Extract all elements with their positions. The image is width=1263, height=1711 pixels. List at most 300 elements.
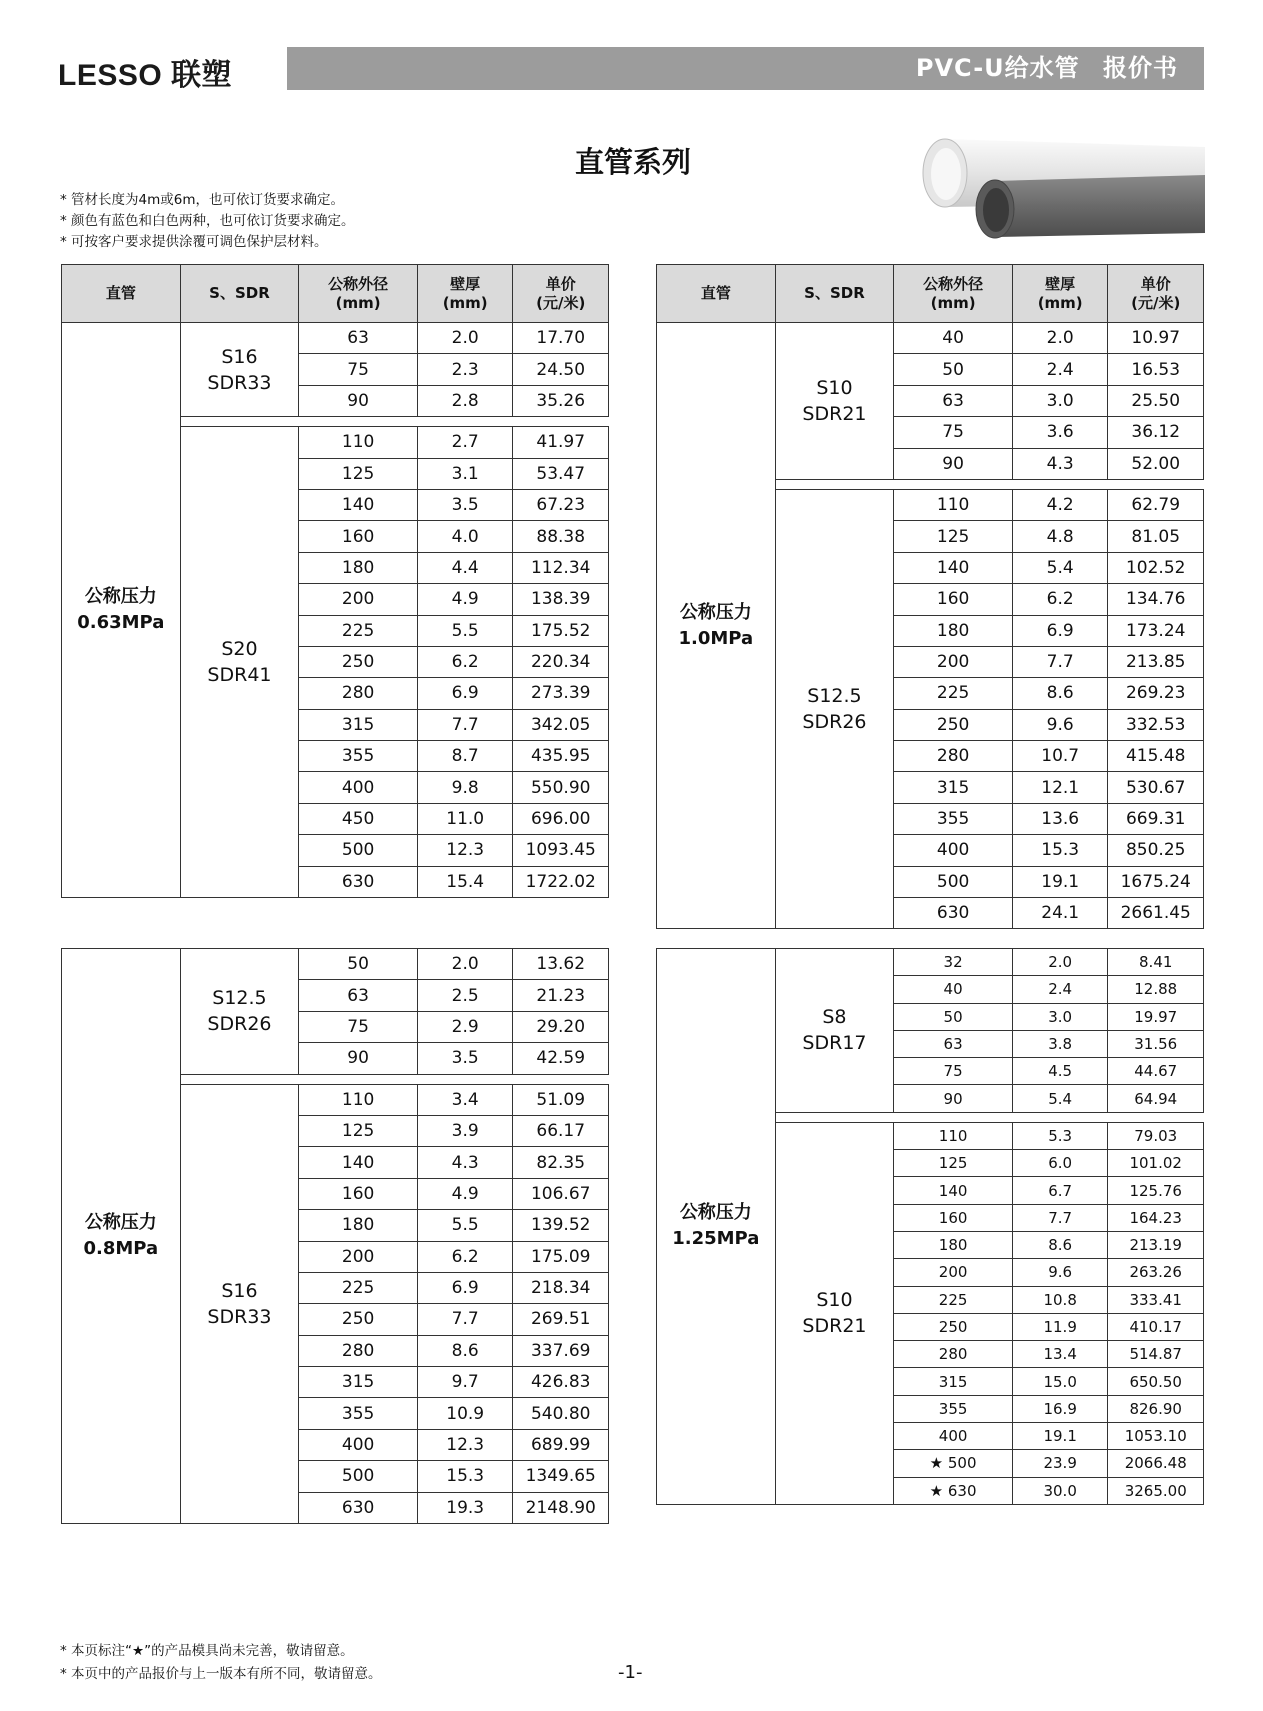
price-cell: 218.34 (513, 1272, 609, 1303)
price-cell: 79.03 (1108, 1122, 1204, 1149)
thickness-cell: 30.0 (1012, 1477, 1108, 1504)
note-item: * 可按客户要求提供涂覆可调色保护层材料。 (60, 234, 328, 250)
thickness-cell: 7.7 (1012, 1204, 1108, 1231)
sdr-label: S10 (816, 1289, 853, 1312)
column-header-line: 公称外径 (923, 274, 984, 293)
price-cell: 21.23 (513, 980, 609, 1011)
price-cell: 826.90 (1108, 1395, 1204, 1422)
price-cell: 31.56 (1108, 1030, 1204, 1057)
thickness-cell: 12.3 (417, 835, 513, 866)
column-header (1012, 265, 1108, 323)
diameter-cell: 500 (299, 835, 418, 866)
price-cell: 24.50 (513, 354, 609, 385)
table-head (657, 265, 1204, 323)
pressure-cell (657, 323, 776, 929)
price-cell: 66.17 (513, 1115, 609, 1146)
thickness-cell: 7.7 (417, 709, 513, 740)
diameter-cell: 50 (299, 949, 418, 980)
thickness-cell: 3.1 (417, 458, 513, 489)
diameter-cell: 200 (299, 584, 418, 615)
thickness-cell: 5.5 (417, 615, 513, 646)
price-cell: 2148.90 (513, 1492, 609, 1523)
price-cell: 263.26 (1108, 1259, 1204, 1286)
price-cell: 650.50 (1108, 1368, 1204, 1395)
sdr-label: SDR21 (802, 1315, 867, 1338)
thickness-cell: 4.0 (417, 521, 513, 552)
thickness-cell: 7.7 (1012, 646, 1108, 677)
price-cell: 19.97 (1108, 1003, 1204, 1030)
diameter-cell: 90 (894, 1085, 1013, 1112)
diameter-cell: 250 (894, 709, 1013, 740)
diameter-cell: 200 (894, 1259, 1013, 1286)
price-cell: 669.31 (1108, 803, 1204, 834)
sdr-cell (180, 1084, 299, 1523)
column-header-line: (mm) (930, 293, 976, 312)
column-header-line: (mm) (335, 293, 381, 312)
thickness-cell: 2.5 (417, 980, 513, 1011)
diameter-cell: 400 (299, 1429, 418, 1460)
price-table-1.0mpa (656, 264, 1204, 929)
diameter-cell: 280 (894, 1341, 1013, 1368)
diameter-cell: 355 (894, 1395, 1013, 1422)
table-row (62, 323, 609, 354)
price-cell: 333.41 (1108, 1286, 1204, 1313)
header-row (62, 265, 609, 323)
thickness-cell: 19.3 (417, 1492, 513, 1523)
thickness-cell: 6.0 (1012, 1150, 1108, 1177)
thickness-cell: 9.6 (1012, 709, 1108, 740)
price-cell: 51.09 (513, 1084, 609, 1115)
sdr-label: S8 (822, 1006, 847, 1029)
pressure-cell (62, 949, 181, 1524)
diameter-cell: 630 (299, 866, 418, 897)
sdr-cell (775, 949, 894, 1113)
price-cell: 35.26 (513, 385, 609, 416)
price-cell: 29.20 (513, 1011, 609, 1042)
thickness-cell: 4.5 (1012, 1058, 1108, 1085)
price-table-0.63mpa (61, 264, 609, 898)
diameter-cell: 140 (299, 489, 418, 520)
price-cell: 8.41 (1108, 949, 1204, 976)
thickness-cell: 11.9 (1012, 1313, 1108, 1340)
price-cell: 2066.48 (1108, 1450, 1204, 1477)
column-header-line: (元/米) (1131, 293, 1181, 312)
price-cell: 101.02 (1108, 1150, 1204, 1177)
diameter-cell: 90 (299, 1043, 418, 1074)
price-cell: 62.79 (1108, 489, 1204, 520)
diameter-cell: 400 (894, 835, 1013, 866)
column-header-line: (mm) (442, 293, 488, 312)
thickness-cell: 4.3 (417, 1147, 513, 1178)
sdr-cell (180, 323, 299, 417)
thickness-cell: 3.9 (417, 1115, 513, 1146)
diameter-cell: 500 (894, 866, 1013, 897)
thickness-cell: 3.5 (417, 1043, 513, 1074)
diameter-cell: 125 (299, 458, 418, 489)
thickness-cell: 2.4 (1012, 354, 1108, 385)
diameter-cell: 160 (894, 1204, 1013, 1231)
price-cell: 550.90 (513, 772, 609, 803)
diameter-cell: 75 (299, 354, 418, 385)
price-cell: 220.34 (513, 646, 609, 677)
sdr-cell (775, 1122, 894, 1504)
price-cell: 10.97 (1108, 323, 1204, 354)
diameter-cell: 50 (894, 354, 1013, 385)
thickness-cell: 13.6 (1012, 803, 1108, 834)
price-cell: 44.67 (1108, 1058, 1204, 1085)
thickness-cell: 15.4 (417, 866, 513, 897)
price-cell: 1349.65 (513, 1461, 609, 1492)
pressure-label: 公称压力 (679, 1202, 752, 1224)
pressure-label: 公称压力 (679, 601, 752, 623)
brand-logo: LESSO 联塑 (58, 59, 233, 92)
table-row (657, 949, 1204, 976)
column-header (657, 265, 776, 323)
diameter-cell: 280 (299, 1335, 418, 1366)
thickness-cell: 10.8 (1012, 1286, 1108, 1313)
thickness-cell: 4.3 (1012, 448, 1108, 479)
footer-note: * 本页中的产品报价与上一版本有所不同，敬请留意。 (60, 1666, 382, 1682)
price-cell: 514.87 (1108, 1341, 1204, 1368)
separator-cell (180, 417, 608, 427)
diameter-cell: 180 (299, 552, 418, 583)
thickness-cell: 8.6 (1012, 678, 1108, 709)
thickness-cell: 19.1 (1012, 866, 1108, 897)
column-header-line: 公称外径 (328, 274, 389, 293)
diameter-cell: 140 (299, 1147, 418, 1178)
thickness-cell: 12.3 (417, 1429, 513, 1460)
column-header (62, 265, 181, 323)
thickness-cell: 3.0 (1012, 1003, 1108, 1030)
thickness-cell: 5.4 (1012, 1085, 1108, 1112)
thickness-cell: 5.4 (1012, 552, 1108, 583)
price-cell: 213.19 (1108, 1231, 1204, 1258)
diameter-cell: 250 (299, 1304, 418, 1335)
thickness-cell: 4.2 (1012, 489, 1108, 520)
diameter-cell: 630 (299, 1492, 418, 1523)
diameter-cell: 125 (894, 1150, 1013, 1177)
price-cell: 1053.10 (1108, 1423, 1204, 1450)
diameter-cell: 225 (299, 615, 418, 646)
note-item: * 管材长度为4m或6m，也可依订货要求确定。 (60, 192, 345, 208)
thickness-cell: 15.3 (417, 1461, 513, 1492)
diameter-cell: 63 (299, 323, 418, 354)
diameter-cell: 63 (299, 980, 418, 1011)
diameter-cell: 160 (299, 521, 418, 552)
price-table-1.25mpa (656, 948, 1204, 1505)
thickness-cell: 2.3 (417, 354, 513, 385)
price-cell: 52.00 (1108, 448, 1204, 479)
thickness-cell: 7.7 (417, 1304, 513, 1335)
column-header-line: 单价 (1140, 274, 1171, 293)
thickness-cell: 23.9 (1012, 1450, 1108, 1477)
thickness-cell: 15.0 (1012, 1368, 1108, 1395)
table-body (62, 323, 609, 898)
document-type: 报价书 (1103, 54, 1178, 82)
pressure-cell (657, 949, 776, 1505)
diameter-cell: ★ 630 (894, 1477, 1013, 1504)
price-cell: 41.97 (513, 427, 609, 458)
header-row (657, 265, 1204, 323)
price-cell: 1093.45 (513, 835, 609, 866)
table-body (62, 949, 609, 1524)
sdr-cell (775, 489, 894, 928)
price-cell: 175.09 (513, 1241, 609, 1272)
diameter-cell: 315 (894, 1368, 1013, 1395)
price-cell: 88.38 (513, 521, 609, 552)
note-item: * 颜色有蓝色和白色两种，也可依订货要求确定。 (60, 213, 355, 229)
diameter-cell: 32 (894, 949, 1013, 976)
thickness-cell: 4.4 (417, 552, 513, 583)
diameter-cell: 75 (894, 1058, 1013, 1085)
price-cell: 13.62 (513, 949, 609, 980)
diameter-cell: 315 (299, 709, 418, 740)
diameter-cell: 110 (894, 489, 1013, 520)
sdr-label: S12.5 (212, 987, 267, 1010)
diameter-cell: 160 (299, 1178, 418, 1209)
price-cell: 410.17 (1108, 1313, 1204, 1340)
thickness-cell: 13.4 (1012, 1341, 1108, 1368)
price-cell: 273.39 (513, 678, 609, 709)
thickness-cell: 3.4 (417, 1084, 513, 1115)
sdr-label: SDR33 (207, 371, 272, 394)
column-header (513, 265, 609, 323)
sdr-label: SDR33 (207, 1305, 272, 1328)
diameter-cell: 225 (894, 678, 1013, 709)
price-cell: 3265.00 (1108, 1477, 1204, 1504)
section-title: 直管系列 (575, 145, 692, 179)
diameter-cell: 40 (894, 323, 1013, 354)
thickness-cell: 15.3 (1012, 835, 1108, 866)
table-head (62, 265, 609, 323)
diameter-cell: 250 (299, 646, 418, 677)
thickness-cell: 2.0 (417, 949, 513, 980)
thickness-cell: 8.6 (417, 1335, 513, 1366)
diameter-cell: 160 (894, 584, 1013, 615)
sdr-label: SDR21 (802, 402, 867, 425)
diameter-cell: 140 (894, 552, 1013, 583)
thickness-cell: 10.9 (417, 1398, 513, 1429)
diameter-cell: 50 (894, 1003, 1013, 1030)
thickness-cell: 9.7 (417, 1367, 513, 1398)
price-table-0.8mpa (61, 948, 609, 1524)
diameter-cell: 110 (299, 427, 418, 458)
diameter-cell: 355 (299, 741, 418, 772)
notes (60, 190, 355, 253)
price-cell: 435.95 (513, 741, 609, 772)
price-cell: 332.53 (1108, 709, 1204, 740)
price-cell: 173.24 (1108, 615, 1204, 646)
diameter-cell: 180 (894, 615, 1013, 646)
pressure-label: 公称压力 (84, 586, 157, 608)
diameter-cell: 75 (299, 1011, 418, 1042)
diameter-cell: 140 (894, 1177, 1013, 1204)
pressure-label: 1.25MPa (672, 1228, 760, 1250)
sdr-label: SDR41 (207, 664, 272, 687)
sdr-cell (180, 949, 299, 1075)
thickness-cell: 2.0 (417, 323, 513, 354)
separator-cell (775, 1112, 1203, 1122)
diameter-cell: 225 (299, 1272, 418, 1303)
diameter-cell: 450 (299, 803, 418, 834)
diameter-cell: 63 (894, 1030, 1013, 1057)
price-cell: 337.69 (513, 1335, 609, 1366)
price-cell: 82.35 (513, 1147, 609, 1178)
diameter-cell: 630 (894, 898, 1013, 929)
price-cell: 689.99 (513, 1429, 609, 1460)
column-header (180, 265, 299, 323)
thickness-cell: 6.2 (1012, 584, 1108, 615)
price-cell: 64.94 (1108, 1085, 1204, 1112)
diameter-cell: 225 (894, 1286, 1013, 1313)
diameter-cell: 75 (894, 417, 1013, 448)
column-header-line: 单价 (545, 274, 576, 293)
thickness-cell: 6.2 (417, 646, 513, 677)
diameter-cell: 355 (894, 803, 1013, 834)
diameter-cell: 125 (299, 1115, 418, 1146)
thickness-cell: 5.3 (1012, 1122, 1108, 1149)
table-row (657, 323, 1204, 354)
thickness-cell: 3.0 (1012, 385, 1108, 416)
thickness-cell: 6.2 (417, 1241, 513, 1272)
thickness-cell: 19.1 (1012, 1423, 1108, 1450)
price-cell: 850.25 (1108, 835, 1204, 866)
price-cell: 269.23 (1108, 678, 1204, 709)
price-cell: 53.47 (513, 458, 609, 489)
separator-cell (180, 1074, 608, 1084)
diameter-cell: 40 (894, 976, 1013, 1003)
sdr-label: S16 (221, 345, 258, 368)
price-cell: 426.83 (513, 1367, 609, 1398)
column-header (775, 265, 894, 323)
price-cell: 81.05 (1108, 521, 1204, 552)
thickness-cell: 6.9 (417, 678, 513, 709)
sdr-label: S10 (816, 376, 853, 399)
diameter-cell: 400 (894, 1423, 1013, 1450)
diameter-cell: 180 (299, 1210, 418, 1241)
separator-cell (775, 479, 1203, 489)
diameter-cell: 280 (894, 741, 1013, 772)
thickness-cell: 9.6 (1012, 1259, 1108, 1286)
sdr-label: SDR26 (802, 711, 867, 734)
thickness-cell: 6.9 (417, 1272, 513, 1303)
price-cell: 2661.45 (1108, 898, 1204, 929)
price-cell: 696.00 (513, 803, 609, 834)
price-cell: 1675.24 (1108, 866, 1204, 897)
column-header-line: (mm) (1037, 293, 1083, 312)
diameter-cell: 500 (299, 1461, 418, 1492)
diameter-cell: ★ 500 (894, 1450, 1013, 1477)
sdr-label: S12.5 (807, 685, 862, 708)
thickness-cell: 8.7 (417, 741, 513, 772)
column-header-line: 直管 (700, 284, 731, 302)
price-cell: 17.70 (513, 323, 609, 354)
thickness-cell: 5.5 (417, 1210, 513, 1241)
column-header-line: S、SDR (209, 284, 270, 302)
diameter-cell: 315 (894, 772, 1013, 803)
column-header (417, 265, 513, 323)
thickness-cell: 3.5 (417, 489, 513, 520)
diameter-cell: 125 (894, 521, 1013, 552)
thickness-cell: 6.7 (1012, 1177, 1108, 1204)
diameter-cell: 355 (299, 1398, 418, 1429)
sdr-label: S16 (221, 1279, 258, 1302)
footer-notes (60, 1640, 382, 1686)
thickness-cell: 2.0 (1012, 949, 1108, 976)
diameter-cell: 90 (894, 448, 1013, 479)
price-cell: 175.52 (513, 615, 609, 646)
price-cell: 269.51 (513, 1304, 609, 1335)
price-cell: 134.76 (1108, 584, 1204, 615)
diameter-cell: 63 (894, 385, 1013, 416)
pressure-label: 公称压力 (84, 1212, 157, 1234)
column-header-line: 壁厚 (1045, 274, 1076, 293)
footer-note: * 本页标注“★”的产品模具尚未完善，敬请留意。 (60, 1643, 354, 1659)
price-cell: 139.52 (513, 1210, 609, 1241)
product-name: PVC-U给水管 (915, 54, 1080, 82)
table-row (62, 949, 609, 980)
price-cell: 42.59 (513, 1043, 609, 1074)
thickness-cell: 2.4 (1012, 976, 1108, 1003)
thickness-cell: 4.8 (1012, 521, 1108, 552)
price-cell: 213.85 (1108, 646, 1204, 677)
diameter-cell: 90 (299, 385, 418, 416)
thickness-cell: 2.9 (417, 1011, 513, 1042)
sdr-label: S20 (221, 638, 258, 661)
diameter-cell: 110 (894, 1122, 1013, 1149)
price-cell: 125.76 (1108, 1177, 1204, 1204)
diameter-cell: 315 (299, 1367, 418, 1398)
thickness-cell: 24.1 (1012, 898, 1108, 929)
diameter-cell: 180 (894, 1231, 1013, 1258)
thickness-cell: 16.9 (1012, 1395, 1108, 1422)
price-cell: 138.39 (513, 584, 609, 615)
price-cell: 12.88 (1108, 976, 1204, 1003)
price-cell: 342.05 (513, 709, 609, 740)
price-cell: 36.12 (1108, 417, 1204, 448)
thickness-cell: 8.6 (1012, 1231, 1108, 1258)
price-cell: 67.23 (513, 489, 609, 520)
thickness-cell: 10.7 (1012, 741, 1108, 772)
table-body (657, 323, 1204, 929)
sdr-cell (180, 427, 299, 898)
thickness-cell: 2.0 (1012, 323, 1108, 354)
price-cell: 1722.02 (513, 866, 609, 897)
pressure-label: 0.8MPa (83, 1238, 159, 1260)
diameter-cell: 280 (299, 678, 418, 709)
table-body (657, 949, 1204, 1505)
pipe-photo (915, 133, 1205, 245)
column-header (299, 265, 418, 323)
price-cell: 106.67 (513, 1178, 609, 1209)
price-cell: 102.52 (1108, 552, 1204, 583)
thickness-cell: 2.8 (417, 385, 513, 416)
column-header-line: (元/米) (536, 293, 586, 312)
column-header-line: S、SDR (804, 284, 865, 302)
diameter-cell: 200 (299, 1241, 418, 1272)
thickness-cell: 4.9 (417, 1178, 513, 1209)
thickness-cell: 12.1 (1012, 772, 1108, 803)
thickness-cell: 6.9 (1012, 615, 1108, 646)
thickness-cell: 9.8 (417, 772, 513, 803)
price-cell: 540.80 (513, 1398, 609, 1429)
diameter-cell: 400 (299, 772, 418, 803)
header-bar (287, 47, 1204, 90)
thickness-cell: 3.6 (1012, 417, 1108, 448)
column-header (1108, 265, 1204, 323)
column-header-line: 直管 (105, 284, 136, 302)
price-cell: 415.48 (1108, 741, 1204, 772)
